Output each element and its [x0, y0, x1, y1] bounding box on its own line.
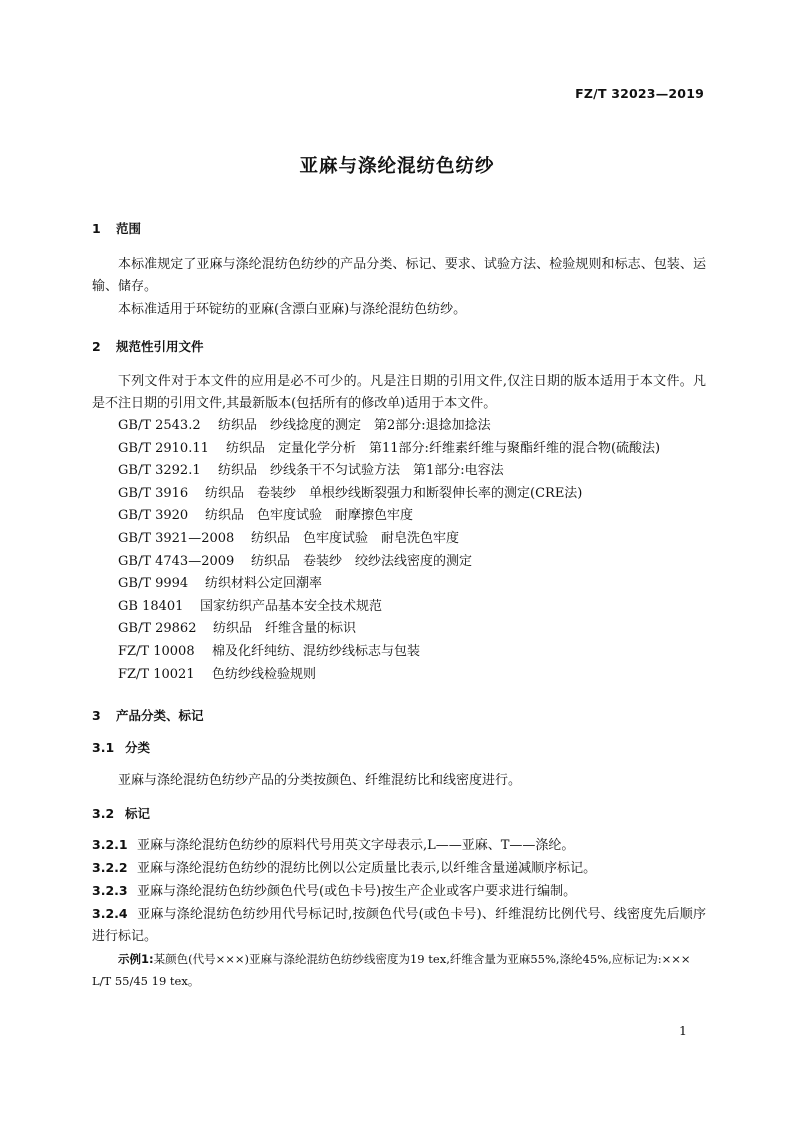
subsection-heading — [92, 804, 706, 822]
document-title: 亚麻与涤纶混纺色纺纱 — [299, 156, 495, 177]
reference-title: 纺织品 纤维含量的标识 — [213, 621, 357, 637]
paragraph: 本标准适用于环锭纺的亚麻(含漂白亚麻)与涤纶混纺色纺纱。 — [118, 302, 467, 317]
subsection-heading — [92, 738, 706, 756]
page-number: 1 — [679, 1023, 687, 1038]
reference-item — [92, 415, 706, 438]
reference-item — [92, 641, 706, 664]
reference-title: 纺织品 卷装纱 绞纱法线密度的测定 — [251, 553, 473, 569]
reference-item — [92, 438, 706, 461]
section-number: 3 — [92, 708, 101, 724]
subsection-title: 分类 — [125, 740, 151, 756]
subsection-number: 3.2 — [92, 806, 115, 822]
reference-code: FZ/T 10021 — [118, 666, 195, 682]
clause-text: 亚麻与涤纶混纺色纺纱颜色代号(或色卡号)按生产企业或客户要求进行编制。 — [137, 884, 577, 900]
reference-title: 纺织品 纱线捻度的测定 第2部分:退捻加捻法 — [218, 418, 491, 433]
clause-item — [92, 857, 706, 880]
reference-code: GB/T 2910.11 — [118, 440, 209, 456]
reference-title: 纺织品 纱线条干不匀试验方法 第1部分:电容法 — [218, 463, 504, 479]
reference-item — [92, 618, 706, 641]
section-1-heading — [92, 219, 706, 237]
clause-number: 3.2.1 — [92, 837, 128, 853]
reference-title: 纺织材料公定回潮率 — [205, 576, 323, 592]
paragraph: 本标准规定了亚麻与涤纶混纺色纺纱的产品分类、标记、要求、试验方法、检验规则和标志、包装、运输、储存。 — [92, 257, 706, 294]
document-body — [92, 219, 706, 992]
subsection-title: 标记 — [125, 806, 151, 822]
paragraph: 下列文件对于本文件的应用是必不可少的。凡是注日期的引用文件,仅注日期的版本适用于本文件。凡是不注日期的引用文件,其最新版本(包括所有的修改单)适用于本文件。 — [92, 374, 706, 411]
reference-code: GB/T 9994 — [118, 576, 189, 592]
reference-item — [92, 505, 706, 528]
clause-text: 亚麻与涤纶混纺色纺纱的原料代号用英文字母表示,L——亚麻、T——涤纶。 — [137, 838, 575, 854]
clause-number: 3.2.3 — [92, 883, 128, 899]
clause-number: 3.2.2 — [92, 860, 128, 876]
reference-item — [92, 460, 706, 483]
reference-title: 纺织品 色牢度试验 耐摩擦色牢度 — [205, 508, 414, 524]
example-text: 某颜色(代号×××)亚麻与涤纶混纺色纺纱线密度为19 tex,纤维含量为亚麻55%,涤纶45%,应标记为:××× L/T 55/45 19 tex。 — [92, 952, 703, 989]
reference-code: GB/T 29862 — [118, 621, 197, 637]
reference-code: GB/T 3921—2008 — [118, 530, 235, 546]
reference-code: GB/T 4743—2009 — [118, 553, 235, 569]
reference-item — [92, 551, 706, 574]
reference-title: 色纺纱线检验规则 — [212, 666, 317, 682]
reference-code: GB/T 3920 — [118, 508, 189, 524]
reference-item — [92, 573, 706, 596]
clause-number: 3.2.4 — [92, 906, 128, 922]
subsection-number: 3.1 — [92, 740, 115, 756]
standard-code: FZ/T 32023—2019 — [575, 86, 704, 101]
reference-title: 纺织品 卷装纱 单根纱线断裂强力和断裂伸长率的测定(CRE法) — [205, 485, 583, 501]
reference-code: GB/T 3292.1 — [118, 463, 201, 479]
reference-code: FZ/T 10008 — [118, 643, 195, 659]
clause-item — [92, 834, 706, 857]
reference-item — [92, 528, 706, 551]
paragraph: 亚麻与涤纶混纺色纺纱产品的分类按颜色、纤维混纺比和线密度进行。 — [118, 773, 522, 789]
section-3-heading — [92, 706, 706, 724]
reference-code: GB/T 3916 — [118, 485, 189, 501]
reference-title: 纺织品 定量化学分析 第11部分:纤维素纤维与聚酯纤维的混合物(硫酸法) — [226, 440, 661, 456]
clause-text: 亚麻与涤纶混纺色纺纱的混纺比例以公定质量比表示,以纤维含量递减顺序标记。 — [137, 861, 597, 877]
clause-item — [92, 880, 706, 903]
section-number: 2 — [92, 339, 101, 354]
section-number: 1 — [92, 221, 101, 236]
section-title: 规范性引用文件 — [116, 339, 204, 354]
clause-item — [92, 903, 706, 948]
section-title: 产品分类、标记 — [116, 708, 204, 724]
example-note — [92, 948, 706, 992]
reference-title: 棉及化纤纯纺、混纺纱线标志与包装 — [212, 643, 421, 659]
clause-text: 亚麻与涤纶混纺色纺纱用代号标记时,按颜色代号(或色卡号)、纤维混纺比例代号、线密度先后顺序进行标记。 — [92, 907, 706, 945]
example-label: 示例1: — [118, 952, 154, 967]
reference-item — [92, 483, 706, 506]
reference-title: 国家纺织产品基本安全技术规范 — [200, 598, 383, 614]
reference-code: GB 18401 — [118, 598, 184, 614]
reference-item — [92, 596, 706, 619]
reference-title: 纺织品 色牢度试验 耐皂洗色牢度 — [251, 530, 460, 546]
reference-item — [92, 664, 706, 687]
reference-list — [92, 415, 706, 686]
section-2-heading — [92, 337, 706, 355]
reference-code: GB/T 2543.2 — [118, 418, 201, 433]
section-title: 范围 — [116, 221, 142, 236]
